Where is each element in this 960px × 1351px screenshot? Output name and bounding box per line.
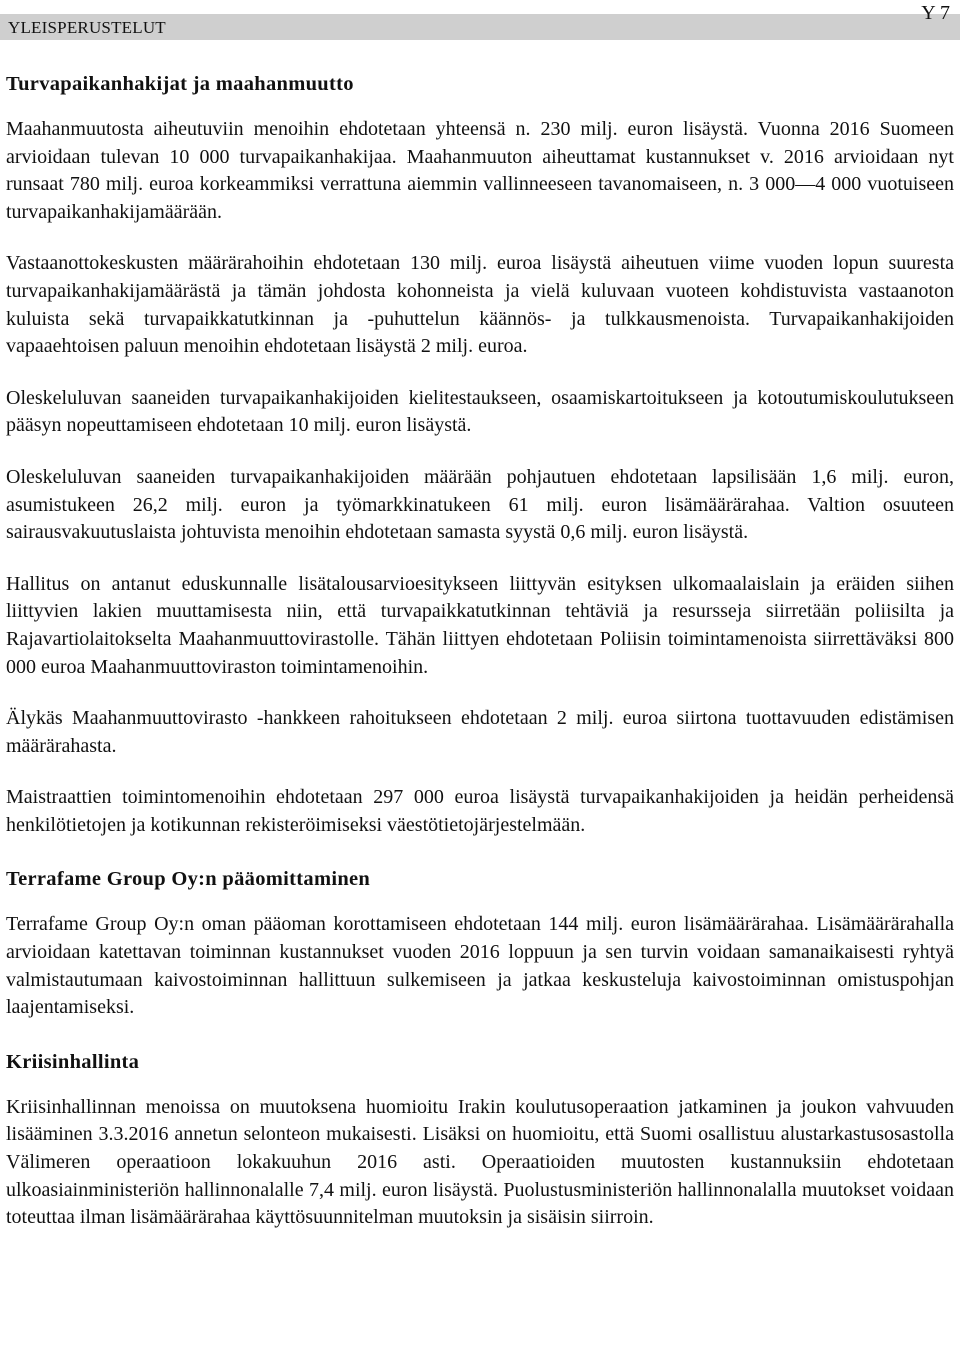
section-heading-kriisinhallinta: Kriisinhallinta <box>6 1050 140 1073</box>
paragraph: Hallitus on antanut eduskunnalle lisätalousarvioesitykseen liittyvän esityksen ulkomaalaislain ja eräiden siihen liittyvien lakien muuttamisesta niin, että turvapaikkatutkinnan tehtäviä ja resursseja siirretään poliisilta ja Rajavartiolaitokselta Maahanmuuttovirastolle. Tähän liittyen ehdotetaan Poliisin toimintamenoista siirrettäväksi 800 000 euroa Maahanmuuttoviraston toimintamenoihin. <box>6 572 954 678</box>
section-heading-turvapaikanhakijat: Turvapaikanhakijat ja maahanmuutto <box>6 73 354 95</box>
paragraph: Maistraattien toimintomenoihin ehdotetaan 297 000 euroa lisäystä turvapaikanhakijoiden ja heidän perheidensä henkilötietojen ja kotikunnan rekisteröimiseksi väestötietojärjestelmään. <box>6 786 954 836</box>
section-heading-terrafame: Terrafame Group Oy:n pääomittaminen <box>6 868 371 891</box>
page-number: Y 7 <box>921 2 950 24</box>
paragraph: Oleskeluluvan saaneiden turvapaikanhakijoiden määrään pohjautuen ehdotetaan lapsilisään 1,6 milj. euron, asumistukeen 26,2 milj. euron ja työmarkkinatukeen 61 milj. euron lisämäärärahaa. Valtion osuuteen sairausvakuutuslaista johtuvista menoihin ehdotetaan samasta syystä 0,6 milj. euron lisäystä. <box>6 465 954 544</box>
paragraph: Oleskeluluvan saaneiden turvapaikanhakijoiden kielitestaukseen, osaamiskartoitukseen ja kotoutumiskoulutukseen pääsyn nopeuttamiseen ehdotetaan 10 milj. euron lisäystä. <box>6 386 954 437</box>
paragraph: Terrafame Group Oy:n oman pääoman korottamiseen ehdotetaan 144 milj. euron lisämäärärahaa. Lisämäärärahalla arvioidaan katettavan toiminnan kustannukset vuoden 2016 loppuun ja sen turvin voidaan samanaikaisesti ryhtyä valmistautumaan kaivostoiminnan hallittuun sulkemiseen ja jatkaa keskusteluja kaivostoiminnan omistuspohjan laajentamiseksi. <box>6 913 954 1019</box>
paragraph: Älykäs Maahanmuuttovirasto -hankkeen rahoitukseen ehdotetaan 2 milj. euroa siirtona tuottavuuden edistämisen määrärahasta. <box>6 707 954 757</box>
paragraph: Vastaanottokeskusten määrärahoihin ehdotetaan 130 milj. euroa lisäystä aiheutuen viime vuoden lopun suuresta turvapaikanhakijamäärästä ja tämän johdosta kohonneista ja vielä kuluvaan vuoteen kohdistuvista vastaanoton kuluista sekä turvapaikkatutkinnan ja -puhuttelun käännös- ja tulkkausmenoista. Turvapaikanhakijoiden vapaaehtoisen paluun menoihin ehdotetaan lisäystä 2 milj. euroa. <box>6 252 954 358</box>
paragraph: Kriisinhallinnan menoissa on muutoksena huomioitu Irakin koulutusoperaation jatkaminen ja joukon vahvuuden lisääminen 3.3.2016 annetun selonteon mukaisesti. Lisäksi on huomioitu, että Suomi osallistuu alustarkastusosastolla Välimeren operaatioon lokakuuhun 2016 asti. Operaatioiden muutosten kustannuksiin ehdotetaan ulkoasiainministeriön hallinnonalalle 7,4 milj. euron lisäystä. Puolustusministeriön hallinnonalalla muutokset voidaan toteuttaa ilman lisämäärärahaa käyttösuunnitelman muutoksin ja sisäisin siirroin. <box>6 1095 954 1229</box>
document-body <box>6 70 954 1232</box>
paragraph: Maahanmuutosta aiheutuviin menoihin ehdotetaan yhteensä n. 230 milj. euron lisäystä. Vuonna 2016 Suomeen arvioidaan tulevan 10 000 turvapaikanhakijaa. Maahanmuuton aiheuttamat kustannukset v. 2016 arvioidaan nyt runsaat 780 milj. euroa korkeammiksi verrattuna aiemmin vallinneeseen tavanomaiseen, n. 3 000—4 000 vuotuiseen turvapaikanhakijamäärään. <box>6 118 954 223</box>
running-header-section-label: YLEISPERUSTELUT <box>8 18 166 37</box>
